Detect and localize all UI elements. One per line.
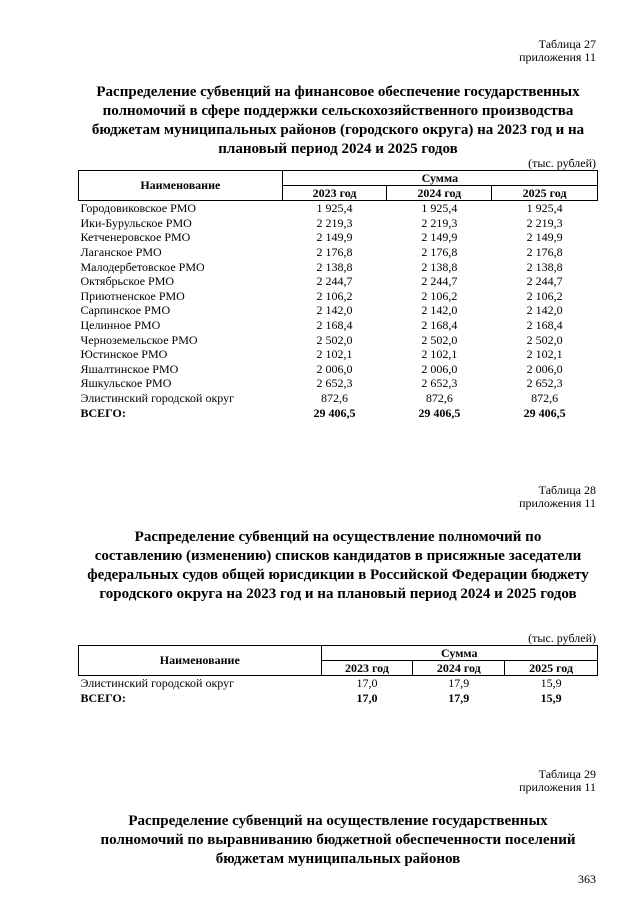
row-name-cell: Лаганское РМО [80, 245, 162, 260]
row-value-cell: 2 176,8 [421, 245, 458, 260]
row-name-cell: Элистинский городской округ [80, 676, 235, 691]
table28-title-line: составлению (изменению) списков кандидатов в присяжные заседатели [94, 548, 582, 564]
row-name-cell: ВСЕГО: [80, 690, 126, 705]
row-value-cell: 2 244,7 [316, 274, 353, 289]
row-value-cell: 2 168,4 [526, 318, 563, 333]
table-row [79, 318, 598, 333]
row-value-cell: 2 652,3 [421, 376, 458, 391]
table27-units: (тыс. рублей) [528, 156, 596, 170]
row-value-cell: 2 219,3 [526, 215, 563, 230]
table-row [79, 289, 598, 304]
row-value-cell: 15,9 [540, 690, 562, 705]
row-value-cell: 2 176,8 [316, 245, 353, 260]
table-row [79, 303, 598, 318]
row-value-cell: 2 244,7 [526, 274, 563, 289]
table27 [78, 170, 598, 420]
row-value-cell: 2 168,4 [421, 318, 458, 333]
table-row [79, 274, 598, 289]
row-value-cell: 2 102,1 [316, 347, 353, 362]
table29-title-line: полномочий по выравниванию бюджетной обеспеченности поселений [100, 832, 576, 848]
table28-header-sum: Сумма [321, 646, 597, 661]
page-number: 363 [578, 872, 596, 886]
row-value-cell: 17,9 [448, 690, 470, 705]
row-name-cell: Приютненское РМО [80, 288, 185, 303]
table-row [79, 376, 598, 391]
table27-body [79, 201, 598, 420]
table28-caption-number: Таблица 28 [538, 483, 596, 497]
row-name-cell: Яшкульское РМО [80, 376, 172, 391]
row-name-cell: Яшалтинское РМО [80, 361, 179, 376]
row-name-cell: Малодербетовское РМО [80, 259, 205, 274]
table28-caption [519, 484, 596, 510]
table28-title-line: федеральных судов общей юрисдикции в Российской Федерации бюджету [87, 567, 589, 583]
table28-body [79, 676, 598, 706]
table28-header-year: 2023 год [321, 661, 413, 676]
row-value-cell: 2 138,8 [526, 259, 563, 274]
row-name-cell: Черноземельское РМО [80, 332, 198, 347]
row-value-cell: 2 106,2 [316, 288, 353, 303]
table29-title-line: Распределение субвенций на осуществление государственных [128, 813, 548, 829]
table28-header-year: 2024 год [413, 661, 505, 676]
row-value-cell: 2 138,8 [421, 259, 458, 274]
row-value-cell: 2 149,9 [421, 230, 458, 245]
row-name-cell: Целинное РМО [80, 318, 161, 333]
table28-title-line: городского округа на 2023 год и на плановый период 2024 и 2025 годов [99, 586, 577, 602]
row-value-cell: 1 925,4 [526, 201, 563, 216]
table27-caption-appendix: приложения 11 [519, 50, 596, 64]
table28-caption-appendix: приложения 11 [519, 496, 596, 510]
table29-caption-appendix: приложения 11 [519, 780, 596, 794]
row-value-cell: 2 142,0 [316, 303, 353, 318]
table28-units: (тыс. рублей) [528, 631, 596, 645]
row-name-cell: ВСЕГО: [80, 405, 126, 420]
row-name-cell: Элистинский городской округ [80, 391, 235, 406]
table27-title-line: плановый период 2024 и 2025 годов [218, 141, 458, 157]
table28-header-year: 2025 год [505, 661, 598, 676]
row-value-cell: 29 406,5 [313, 405, 356, 420]
table27-title-line: Распределение субвенций на финансовое обеспечение государственных [96, 84, 580, 100]
total-row [79, 691, 598, 706]
row-value-cell: 2 138,8 [316, 259, 353, 274]
table27-header-year: 2024 год [387, 186, 492, 201]
table-row [79, 216, 598, 231]
row-value-cell: 2 652,3 [316, 376, 353, 391]
row-value-cell: 2 502,0 [526, 332, 563, 347]
row-value-cell: 2 502,0 [316, 332, 353, 347]
row-value-cell: 1 925,4 [316, 201, 353, 216]
table27-header-year: 2023 год [282, 186, 387, 201]
row-value-cell: 1 925,4 [421, 201, 458, 216]
table28-title [78, 528, 598, 604]
table-row [79, 362, 598, 377]
row-value-cell: 872,6 [531, 391, 559, 406]
table28-title-line: Распределение субвенций на осуществление полномочий по [134, 529, 542, 545]
row-value-cell: 2 652,3 [526, 376, 563, 391]
row-value-cell: 2 006,0 [526, 361, 563, 376]
table27-header-sum: Сумма [282, 171, 597, 186]
row-name-cell: Октябрьское РМО [80, 274, 175, 289]
table28-header-name: Наименование [79, 646, 322, 676]
row-value-cell: 17,0 [356, 690, 378, 705]
row-value-cell: 2 168,4 [316, 318, 353, 333]
table-row [79, 230, 598, 245]
row-value-cell: 2 102,1 [421, 347, 458, 362]
table29-title [78, 812, 598, 869]
row-value-cell: 872,6 [425, 391, 453, 406]
row-name-cell: Юстинское РМО [80, 347, 168, 362]
table29-title-line: бюджетам муниципальных районов [215, 851, 461, 867]
row-name-cell: Городовиковское РМО [80, 201, 197, 216]
table27-title-line: бюджетам муниципальных районов (городского округа) на 2023 год и на [91, 122, 585, 138]
row-value-cell: 2 219,3 [316, 215, 353, 230]
table29-caption [519, 768, 596, 794]
row-value-cell: 2 219,3 [421, 215, 458, 230]
row-value-cell: 2 244,7 [421, 274, 458, 289]
table27-title [78, 83, 598, 159]
row-value-cell: 2 142,0 [526, 303, 563, 318]
table-row [79, 676, 598, 691]
row-value-cell: 2 106,2 [421, 288, 458, 303]
row-value-cell: 2 502,0 [421, 332, 458, 347]
table27-title-line: полномочий в сфере поддержки сельскохозяйственного производства [102, 103, 574, 119]
row-value-cell: 2 149,9 [526, 230, 563, 245]
row-value-cell: 29 406,5 [418, 405, 461, 420]
row-value-cell: 2 006,0 [421, 361, 458, 376]
table27-caption-number: Таблица 27 [538, 37, 596, 51]
row-name-cell: Сарпинское РМО [80, 303, 171, 318]
row-value-cell: 29 406,5 [523, 405, 566, 420]
table-row [79, 332, 598, 347]
row-value-cell: 15,9 [540, 676, 562, 691]
row-name-cell: Кетченеровское РМО [80, 230, 191, 245]
row-value-cell: 2 149,9 [316, 230, 353, 245]
table-row [79, 259, 598, 274]
row-value-cell: 2 106,2 [526, 288, 563, 303]
table28 [78, 645, 598, 705]
row-value-cell: 2 142,0 [421, 303, 458, 318]
table29-caption-number: Таблица 29 [538, 767, 596, 781]
row-name-cell: Ики-Бурульское РМО [80, 215, 192, 230]
table-row [79, 347, 598, 362]
row-value-cell: 2 176,8 [526, 245, 563, 260]
row-value-cell: 872,6 [321, 391, 349, 406]
total-row [79, 405, 598, 420]
row-value-cell: 2 006,0 [316, 361, 353, 376]
table-row [79, 245, 598, 260]
row-value-cell: 2 102,1 [526, 347, 563, 362]
table27-caption [519, 38, 596, 64]
table27-header-name: Наименование [79, 171, 283, 201]
row-value-cell: 17,9 [448, 676, 470, 691]
table-row [79, 391, 598, 406]
table-row [79, 201, 598, 216]
table27-header-year: 2025 год [492, 186, 598, 201]
row-value-cell: 17,0 [356, 676, 378, 691]
